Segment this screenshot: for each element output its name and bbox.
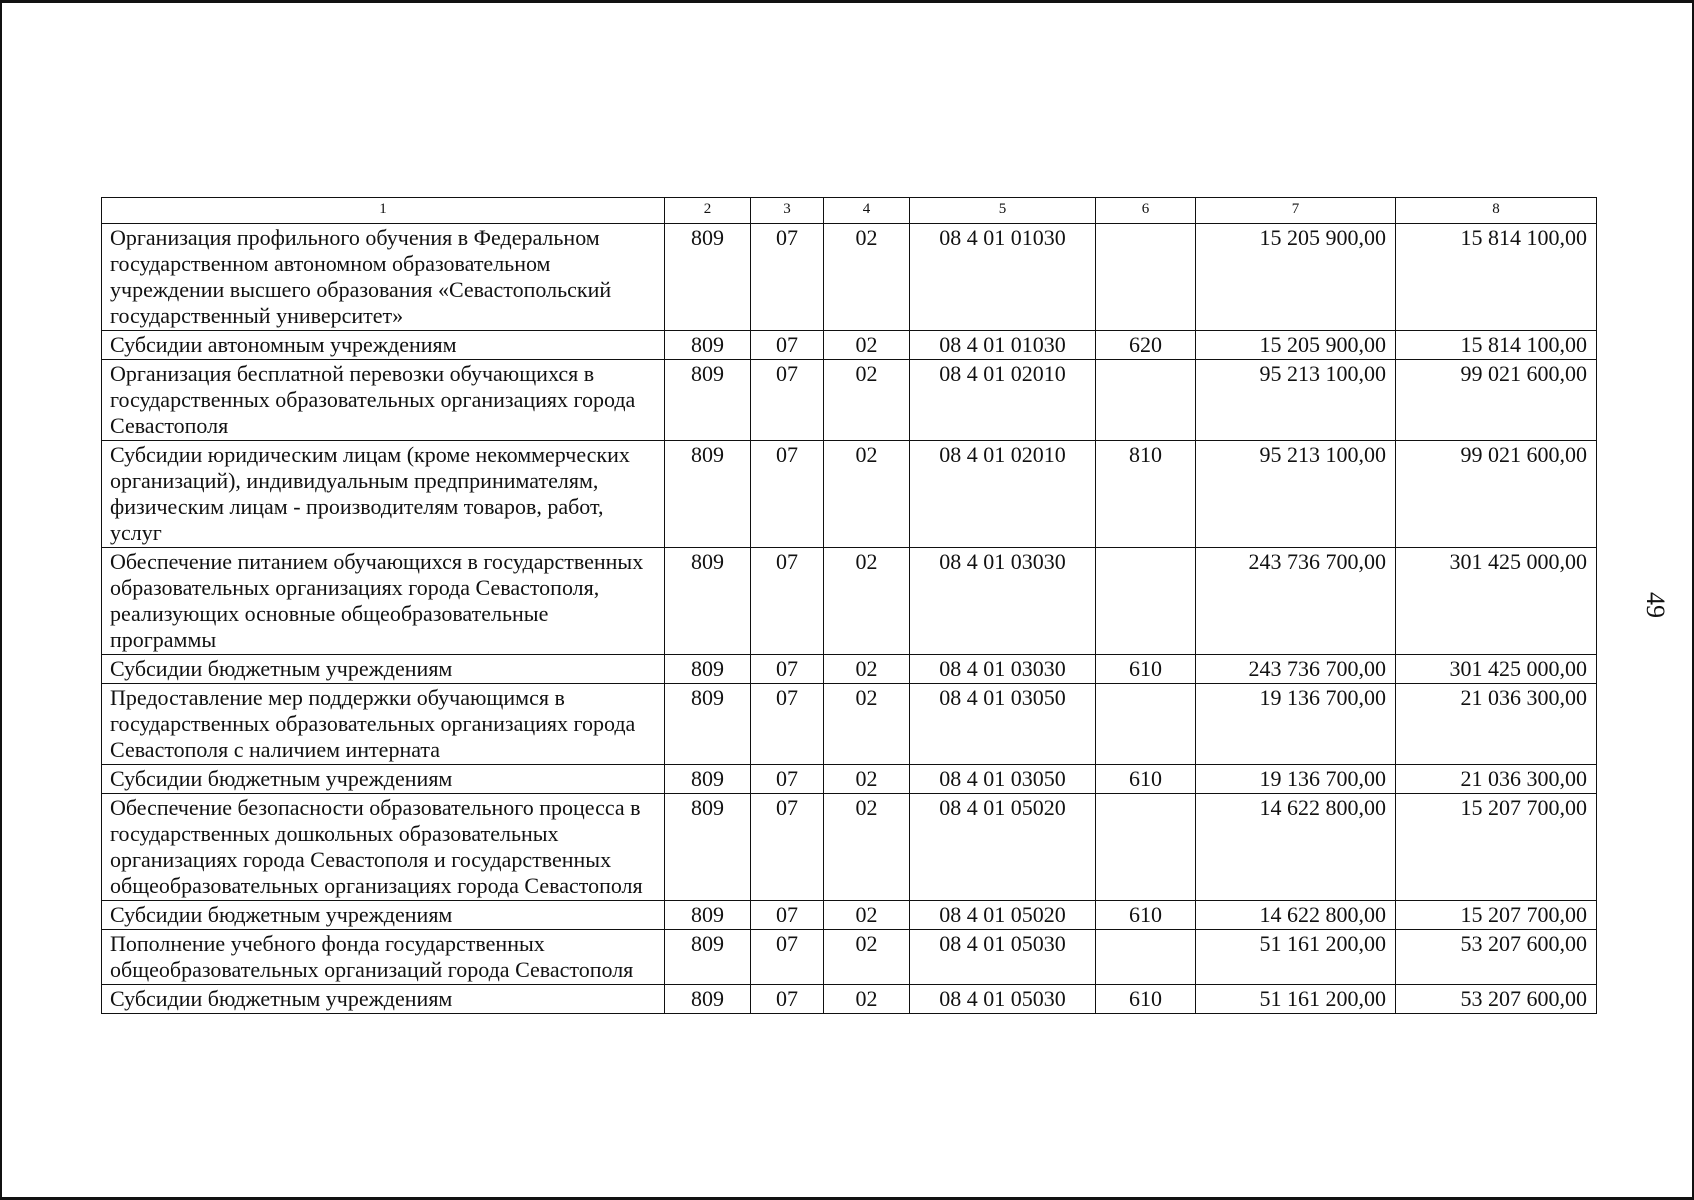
row-amount-year-2: 301 425 000,00 <box>1396 655 1597 684</box>
row-expense-type <box>1096 360 1196 441</box>
row-section-code: 07 <box>751 985 824 1014</box>
row-ministry-code: 809 <box>665 684 751 765</box>
header-cell-7: 7 <box>1196 198 1396 224</box>
row-amount-year-1: 95 213 100,00 <box>1196 441 1396 548</box>
row-expense-type <box>1096 548 1196 655</box>
row-section-code: 07 <box>751 765 824 794</box>
row-section-code: 07 <box>751 901 824 930</box>
row-amount-year-1: 51 161 200,00 <box>1196 985 1396 1014</box>
table-header-row <box>102 198 1597 224</box>
row-section-code: 07 <box>751 360 824 441</box>
row-section-code: 07 <box>751 548 824 655</box>
row-subsection-code: 02 <box>824 441 910 548</box>
row-name: Субсидии бюджетным учреждениям <box>102 655 665 684</box>
row-amount-year-1: 19 136 700,00 <box>1196 684 1396 765</box>
row-amount-year-1: 15 205 900,00 <box>1196 224 1396 331</box>
row-amount-year-2: 21 036 300,00 <box>1396 684 1597 765</box>
row-subsection-code: 02 <box>824 331 910 360</box>
row-target-article: 08 4 01 03050 <box>910 684 1096 765</box>
row-amount-year-2: 15 207 700,00 <box>1396 901 1597 930</box>
row-subsection-code: 02 <box>824 548 910 655</box>
row-ministry-code: 809 <box>665 901 751 930</box>
row-amount-year-2: 21 036 300,00 <box>1396 765 1597 794</box>
row-expense-type <box>1096 930 1196 985</box>
row-name: Субсидии бюджетным учреждениям <box>102 985 665 1014</box>
row-ministry-code: 809 <box>665 441 751 548</box>
table-row <box>102 548 1597 655</box>
row-expense-type: 610 <box>1096 765 1196 794</box>
row-subsection-code: 02 <box>824 765 910 794</box>
row-section-code: 07 <box>751 930 824 985</box>
row-ministry-code: 809 <box>665 331 751 360</box>
row-section-code: 07 <box>751 655 824 684</box>
row-target-article: 08 4 01 03030 <box>910 548 1096 655</box>
row-subsection-code: 02 <box>824 794 910 901</box>
row-name: Организация профильного обучения в Федеральном государственном автономном образовательном учреждении высшего образования «Севастопольский государственный университет» <box>102 224 665 331</box>
row-expense-type: 610 <box>1096 901 1196 930</box>
row-expense-type: 620 <box>1096 331 1196 360</box>
header-cell-6: 6 <box>1096 198 1196 224</box>
row-amount-year-1: 95 213 100,00 <box>1196 360 1396 441</box>
header-cell-3: 3 <box>751 198 824 224</box>
row-target-article: 08 4 01 01030 <box>910 224 1096 331</box>
row-amount-year-1: 51 161 200,00 <box>1196 930 1396 985</box>
row-name: Обеспечение безопасности образовательного процесса в государственных дошкольных образовательных организациях города Севастополя и государственных общеобразовательных организациях города Севастополя <box>102 794 665 901</box>
row-target-article: 08 4 01 02010 <box>910 360 1096 441</box>
row-target-article: 08 4 01 05020 <box>910 794 1096 901</box>
row-expense-type: 610 <box>1096 655 1196 684</box>
table-row <box>102 655 1597 684</box>
row-subsection-code: 02 <box>824 985 910 1014</box>
row-subsection-code: 02 <box>824 224 910 331</box>
table-row <box>102 901 1597 930</box>
row-name: Субсидии бюджетным учреждениям <box>102 901 665 930</box>
row-target-article: 08 4 01 03030 <box>910 655 1096 684</box>
row-amount-year-1: 15 205 900,00 <box>1196 331 1396 360</box>
row-expense-type <box>1096 684 1196 765</box>
row-target-article: 08 4 01 05020 <box>910 901 1096 930</box>
row-amount-year-1: 14 622 800,00 <box>1196 901 1396 930</box>
row-section-code: 07 <box>751 331 824 360</box>
table-row <box>102 765 1597 794</box>
row-expense-type: 810 <box>1096 441 1196 548</box>
row-amount-year-1: 14 622 800,00 <box>1196 794 1396 901</box>
row-target-article: 08 4 01 03050 <box>910 765 1096 794</box>
header-cell-2: 2 <box>665 198 751 224</box>
row-amount-year-2: 99 021 600,00 <box>1396 360 1597 441</box>
page-number: 49 <box>1641 592 1670 618</box>
row-ministry-code: 809 <box>665 794 751 901</box>
row-name: Субсидии бюджетным учреждениям <box>102 765 665 794</box>
row-section-code: 07 <box>751 224 824 331</box>
row-section-code: 07 <box>751 684 824 765</box>
row-target-article: 08 4 01 02010 <box>910 441 1096 548</box>
budget-table <box>101 197 1597 1014</box>
row-amount-year-1: 19 136 700,00 <box>1196 765 1396 794</box>
table-row <box>102 794 1597 901</box>
table-row <box>102 930 1597 985</box>
header-cell-8: 8 <box>1396 198 1597 224</box>
row-amount-year-1: 243 736 700,00 <box>1196 548 1396 655</box>
row-ministry-code: 809 <box>665 548 751 655</box>
row-amount-year-2: 53 207 600,00 <box>1396 930 1597 985</box>
row-section-code: 07 <box>751 441 824 548</box>
row-target-article: 08 4 01 01030 <box>910 331 1096 360</box>
row-target-article: 08 4 01 05030 <box>910 930 1096 985</box>
row-target-article: 08 4 01 05030 <box>910 985 1096 1014</box>
table-row <box>102 441 1597 548</box>
row-amount-year-2: 15 814 100,00 <box>1396 224 1597 331</box>
row-amount-year-1: 243 736 700,00 <box>1196 655 1396 684</box>
row-amount-year-2: 301 425 000,00 <box>1396 548 1597 655</box>
row-name: Пополнение учебного фонда государственных общеобразовательных организаций города Севастополя <box>102 930 665 985</box>
header-cell-5: 5 <box>910 198 1096 224</box>
header-cell-4: 4 <box>824 198 910 224</box>
header-cell-1: 1 <box>102 198 665 224</box>
table-row <box>102 684 1597 765</box>
row-subsection-code: 02 <box>824 684 910 765</box>
row-subsection-code: 02 <box>824 930 910 985</box>
table-row <box>102 224 1597 331</box>
table-row <box>102 331 1597 360</box>
row-name: Организация бесплатной перевозки обучающихся в государственных образовательных организациях города Севастополя <box>102 360 665 441</box>
row-name: Предоставление мер поддержки обучающимся в государственных образовательных организациях города Севастополя с наличием интерната <box>102 684 665 765</box>
row-subsection-code: 02 <box>824 360 910 441</box>
row-ministry-code: 809 <box>665 985 751 1014</box>
row-expense-type <box>1096 794 1196 901</box>
row-name: Субсидии юридическим лицам (кроме некоммерческих организаций), индивидуальным предпринимателям, физическим лицам - производителям товаров, работ, услуг <box>102 441 665 548</box>
row-name: Обеспечение питанием обучающихся в государственных образовательных организациях города Севастополя, реализующих основные общеобразовательные программы <box>102 548 665 655</box>
row-ministry-code: 809 <box>665 930 751 985</box>
row-ministry-code: 809 <box>665 655 751 684</box>
table-row <box>102 985 1597 1014</box>
row-subsection-code: 02 <box>824 901 910 930</box>
row-amount-year-2: 99 021 600,00 <box>1396 441 1597 548</box>
row-expense-type: 610 <box>1096 985 1196 1014</box>
row-ministry-code: 809 <box>665 765 751 794</box>
row-name: Субсидии автономным учреждениям <box>102 331 665 360</box>
row-expense-type <box>1096 224 1196 331</box>
row-section-code: 07 <box>751 794 824 901</box>
row-subsection-code: 02 <box>824 655 910 684</box>
row-amount-year-2: 15 814 100,00 <box>1396 331 1597 360</box>
row-amount-year-2: 15 207 700,00 <box>1396 794 1597 901</box>
row-amount-year-2: 53 207 600,00 <box>1396 985 1597 1014</box>
row-ministry-code: 809 <box>665 360 751 441</box>
table-row <box>102 360 1597 441</box>
row-ministry-code: 809 <box>665 224 751 331</box>
